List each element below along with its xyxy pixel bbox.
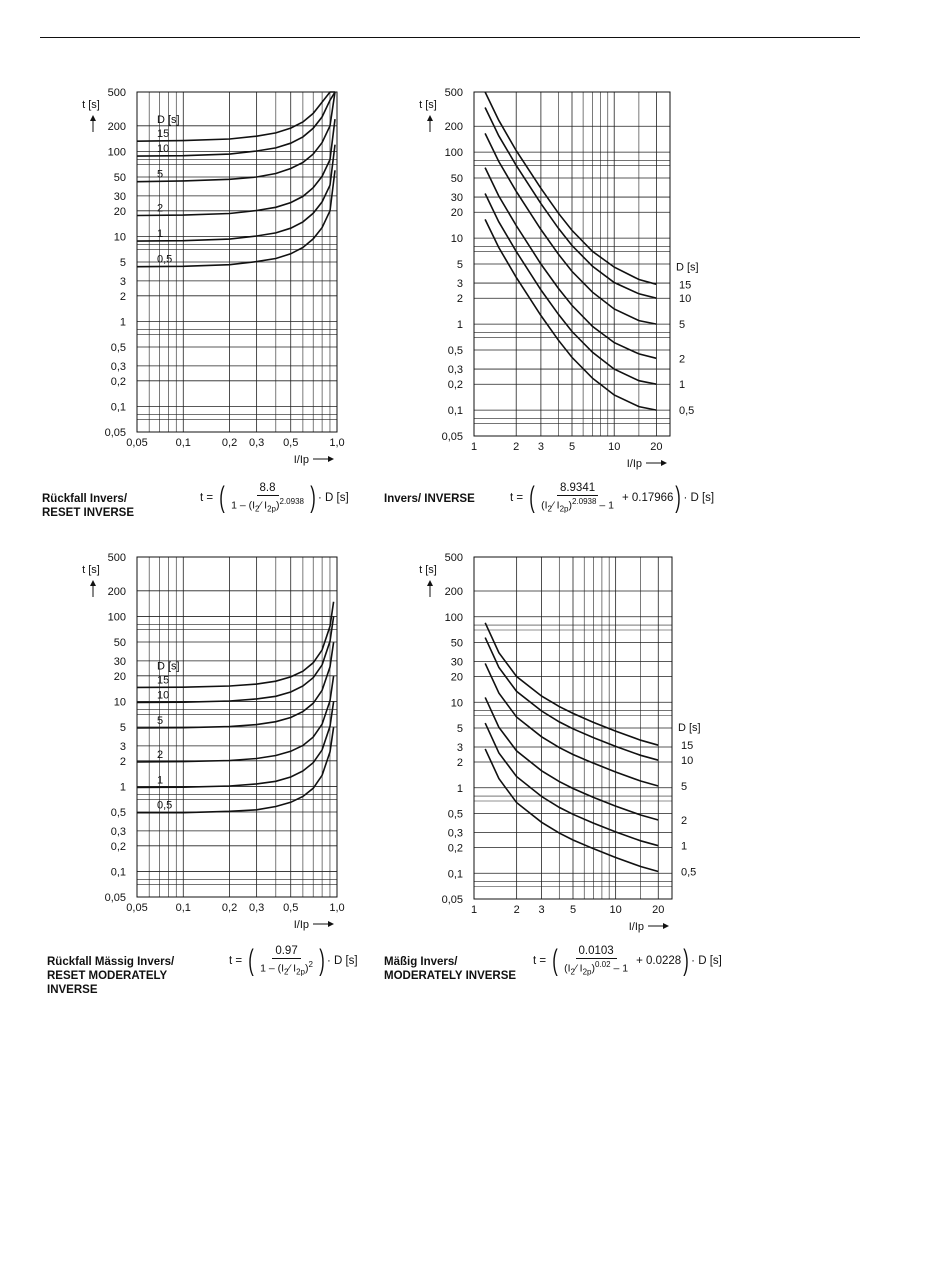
series-label: 5 bbox=[679, 319, 686, 332]
caption-line: INVERSE bbox=[47, 984, 98, 996]
den-sub: 2 bbox=[255, 504, 260, 514]
y-tick-label: 200 bbox=[444, 121, 463, 134]
series-label: 10 bbox=[157, 689, 170, 702]
series-label: 10 bbox=[681, 755, 694, 768]
y-tick-label: 50 bbox=[113, 172, 126, 184]
y-axis-label: t [s] bbox=[82, 99, 100, 111]
den-sub: 2p bbox=[296, 967, 305, 977]
x-tick-label: 0,2 bbox=[221, 437, 238, 449]
x-tick-label: 0,1 bbox=[175, 437, 191, 449]
y-tick-label: 5 bbox=[119, 257, 126, 269]
y-tick-label: 20 bbox=[450, 671, 463, 684]
formula-rhs: · D [s] bbox=[691, 955, 722, 967]
den-sub: 2p bbox=[559, 504, 569, 514]
formula-numerator: 8.8 bbox=[257, 482, 279, 496]
x-tick-label: 2 bbox=[513, 904, 520, 916]
x-tick-label: 0,2 bbox=[221, 902, 238, 914]
series-label: 2 bbox=[157, 202, 164, 215]
y-tick-label: 50 bbox=[450, 173, 463, 185]
x-tick-label: 3 bbox=[538, 904, 545, 916]
den-sub: 2 bbox=[570, 967, 575, 977]
y-axis-label: t [s] bbox=[419, 99, 437, 111]
series-line-5 bbox=[485, 663, 658, 786]
legend-title: D [s] bbox=[157, 114, 180, 127]
den-exponent: 2.0938 bbox=[279, 497, 304, 507]
y-tick-label: 0,2 bbox=[110, 375, 126, 388]
reset-moderately-inverse-caption bbox=[47, 955, 174, 997]
y-tick-label: 0,3 bbox=[110, 825, 126, 838]
legend-title: D [s] bbox=[678, 722, 701, 735]
series-label: 5 bbox=[157, 168, 164, 181]
y-tick-label: 0,2 bbox=[447, 842, 463, 855]
x-tick-label: 3 bbox=[537, 441, 544, 453]
formula-denominator bbox=[228, 496, 307, 514]
x-tick-label: 0,5 bbox=[283, 902, 299, 914]
legend-title: D [s] bbox=[157, 660, 180, 673]
x-tick-label: 0,05 bbox=[126, 437, 148, 449]
series-line-10 bbox=[485, 638, 658, 761]
series-label: 15 bbox=[681, 740, 694, 753]
right-paren: ) bbox=[319, 944, 325, 977]
y-tick-label: 20 bbox=[113, 670, 126, 683]
right-paren: ) bbox=[683, 944, 689, 977]
y-tick-label: 10 bbox=[113, 696, 126, 709]
formula-fraction bbox=[538, 482, 617, 514]
moderately-inverse-caption bbox=[384, 955, 516, 983]
series-label: 2 bbox=[157, 748, 164, 761]
x-tick-label: 10 bbox=[609, 904, 622, 916]
formula-numerator: 0.0103 bbox=[576, 945, 617, 959]
x-tick-label: 2 bbox=[513, 441, 520, 453]
y-tick-label: 2 bbox=[119, 290, 126, 303]
y-tick-label: 10 bbox=[450, 697, 463, 710]
caption-line: Rückfall Invers/ bbox=[42, 493, 128, 505]
series-label: 2 bbox=[681, 814, 688, 827]
y-tick-label: 30 bbox=[450, 192, 463, 205]
y-tick-label: 3 bbox=[456, 278, 463, 291]
y-tick-label: 0,2 bbox=[447, 379, 463, 392]
formula-addend: + 0.0228 bbox=[636, 955, 682, 967]
series-line-1 bbox=[485, 723, 658, 846]
formula-lhs: t = bbox=[229, 955, 243, 967]
x-tick-label: 0,3 bbox=[248, 902, 265, 914]
y-tick-label: 50 bbox=[450, 637, 463, 650]
x-tick-label: 1 bbox=[470, 904, 478, 916]
den-exponent: 2 bbox=[308, 960, 313, 970]
y-tick-label: 0,1 bbox=[447, 868, 463, 881]
series-label: 15 bbox=[157, 128, 170, 141]
left-paren: ( bbox=[219, 481, 225, 514]
y-tick-label: 1 bbox=[456, 782, 463, 795]
inverse-formula bbox=[510, 480, 714, 516]
left-paren: ( bbox=[248, 944, 254, 977]
y-tick-label: 50 bbox=[113, 637, 126, 649]
series-label: 15 bbox=[157, 674, 170, 687]
caption-line: RESET INVERSE bbox=[42, 507, 135, 519]
y-tick-label: 0,3 bbox=[110, 360, 126, 373]
den-part: ⁄ I bbox=[288, 962, 297, 975]
left-paren: ( bbox=[529, 481, 535, 514]
den-part: ) bbox=[591, 962, 595, 975]
x-axis-label: I/Ip bbox=[293, 454, 309, 466]
series-label: 1 bbox=[681, 840, 688, 853]
formula-denominator bbox=[257, 959, 316, 977]
formula-fraction bbox=[228, 482, 307, 514]
x-tick-label: 1,0 bbox=[329, 902, 345, 914]
reset-moderately-inverse-formula bbox=[229, 943, 358, 979]
y-tick-label: 0,5 bbox=[447, 345, 463, 357]
y-tick-label: 500 bbox=[107, 87, 126, 99]
x-tick-label: 0,1 bbox=[175, 902, 191, 914]
formula-rhs: · D [s] bbox=[326, 955, 358, 967]
y-tick-label: 500 bbox=[107, 552, 126, 564]
y-tick-label: 0,3 bbox=[447, 364, 463, 377]
y-tick-label: 0,05 bbox=[441, 894, 463, 906]
den-part: ) bbox=[568, 499, 572, 512]
y-tick-label: 10 bbox=[113, 231, 126, 244]
y-tick-label: 0,3 bbox=[447, 827, 463, 840]
y-tick-label: 2 bbox=[456, 757, 463, 770]
den-part: 1 – (I bbox=[260, 962, 285, 975]
den-part: ⁄ I bbox=[259, 499, 268, 512]
den-sub: 2 bbox=[547, 504, 552, 514]
y-tick-label: 200 bbox=[107, 585, 126, 598]
formula-rhs: · D [s] bbox=[317, 492, 349, 504]
right-paren: ) bbox=[675, 481, 682, 514]
x-tick-label: 10 bbox=[608, 441, 621, 453]
den-sub: 2p bbox=[582, 967, 592, 977]
series-label: 1 bbox=[157, 228, 164, 241]
y-tick-label: 2 bbox=[456, 293, 463, 306]
den-part: ) bbox=[305, 962, 309, 975]
formula-numerator: 8.9341 bbox=[557, 482, 598, 496]
y-tick-label: 0,1 bbox=[110, 866, 126, 879]
y-tick-label: 1 bbox=[119, 781, 126, 794]
y-tick-label: 5 bbox=[456, 259, 463, 271]
y-axis-arrowhead bbox=[427, 580, 433, 586]
y-tick-label: 0,05 bbox=[441, 431, 463, 443]
y-tick-label: 20 bbox=[450, 207, 463, 220]
series-line-0-5 bbox=[485, 749, 658, 872]
y-tick-label: 0,2 bbox=[110, 840, 126, 853]
y-tick-label: 5 bbox=[456, 723, 463, 735]
formula-denominator bbox=[561, 959, 631, 977]
y-axis-label: t [s] bbox=[82, 564, 100, 576]
y-tick-label: 1 bbox=[119, 316, 126, 329]
y-tick-label: 0,1 bbox=[110, 401, 126, 414]
series-label: 10 bbox=[679, 293, 692, 306]
formula-fraction bbox=[561, 945, 631, 977]
y-tick-label: 20 bbox=[113, 205, 126, 218]
series-label: 0,5 bbox=[681, 866, 697, 879]
x-axis-arrowhead bbox=[663, 923, 669, 929]
y-tick-label: 10 bbox=[450, 233, 463, 246]
den-part: 1 – (I bbox=[231, 499, 256, 512]
den-part: ⁄ I bbox=[574, 962, 583, 975]
y-tick-label: 100 bbox=[444, 147, 463, 160]
x-axis-label: I/Ip bbox=[626, 458, 642, 470]
y-tick-label: 0,05 bbox=[104, 892, 126, 904]
x-tick-label: 5 bbox=[569, 904, 577, 916]
y-tick-label: 0,5 bbox=[447, 808, 463, 821]
den-part: – 1 bbox=[596, 499, 614, 512]
y-tick-label: 500 bbox=[444, 552, 463, 564]
x-tick-label: 1 bbox=[470, 441, 478, 453]
den-exponent: 2.0938 bbox=[571, 497, 597, 507]
y-tick-label: 3 bbox=[119, 275, 126, 288]
series-label: 2 bbox=[679, 353, 686, 366]
y-tick-label: 30 bbox=[113, 655, 126, 668]
x-tick-label: 0,5 bbox=[283, 437, 299, 449]
den-part: ⁄ I bbox=[551, 499, 560, 512]
caption-line: Mäßig Invers/ bbox=[384, 956, 458, 968]
x-tick-label: 20 bbox=[650, 441, 663, 453]
series-label: 0,5 bbox=[679, 405, 695, 418]
series-label: 15 bbox=[679, 279, 692, 292]
series-label: 1 bbox=[157, 774, 164, 787]
x-axis-label: I/Ip bbox=[628, 921, 644, 933]
formula-denominator bbox=[538, 496, 617, 514]
reset-inverse-formula bbox=[200, 480, 349, 516]
right-paren: ) bbox=[310, 481, 316, 514]
y-tick-label: 100 bbox=[107, 146, 126, 159]
x-tick-label: 5 bbox=[568, 441, 576, 453]
moderately-inverse-formula bbox=[533, 943, 722, 979]
inverse-caption bbox=[384, 492, 475, 506]
caption-line: RESET MODERATELY bbox=[47, 970, 168, 982]
series-label: 1 bbox=[679, 379, 686, 392]
den-part: (I bbox=[564, 962, 571, 975]
formula-addend: + 0.17966 bbox=[621, 492, 674, 504]
formula-lhs: t = bbox=[533, 955, 547, 967]
y-tick-label: 30 bbox=[450, 656, 463, 669]
y-axis-label: t [s] bbox=[419, 564, 437, 576]
series-label: 10 bbox=[157, 143, 170, 156]
x-tick-label: 20 bbox=[652, 904, 665, 916]
x-tick-label: 0,05 bbox=[126, 902, 148, 914]
x-tick-label: 1,0 bbox=[329, 437, 345, 449]
formula-lhs: t = bbox=[200, 492, 214, 504]
series-label: 0,5 bbox=[157, 799, 173, 812]
y-tick-label: 500 bbox=[444, 87, 463, 99]
y-tick-label: 200 bbox=[107, 120, 126, 133]
den-part: (I bbox=[541, 499, 548, 512]
y-tick-label: 0,5 bbox=[110, 342, 126, 354]
caption-line: Invers/ INVERSE bbox=[384, 493, 475, 505]
den-sub: 2p bbox=[267, 504, 276, 514]
caption-line: MODERATELY INVERSE bbox=[384, 970, 517, 982]
y-tick-label: 100 bbox=[444, 611, 463, 624]
y-tick-label: 3 bbox=[456, 741, 463, 754]
y-tick-label: 0,5 bbox=[110, 807, 126, 819]
y-tick-label: 200 bbox=[444, 586, 463, 599]
y-tick-label: 1 bbox=[456, 319, 463, 332]
y-tick-label: 5 bbox=[119, 722, 126, 734]
y-tick-label: 0,05 bbox=[104, 427, 126, 439]
den-part: ) bbox=[276, 499, 280, 512]
den-part: – 1 bbox=[610, 962, 629, 975]
y-tick-label: 2 bbox=[119, 755, 126, 768]
y-tick-label: 30 bbox=[113, 190, 126, 203]
series-label: 5 bbox=[157, 715, 164, 728]
y-tick-label: 3 bbox=[119, 740, 126, 753]
x-axis-label: I/Ip bbox=[293, 919, 309, 931]
den-sub: 2 bbox=[284, 967, 289, 977]
y-tick-label: 100 bbox=[107, 611, 126, 624]
caption-line: Rückfall Mässig Invers/ bbox=[47, 956, 175, 968]
series-label: 0,5 bbox=[157, 253, 173, 266]
formula-rhs: · D [s] bbox=[683, 492, 715, 504]
formula-fraction bbox=[257, 945, 316, 977]
reset-inverse-caption bbox=[42, 492, 134, 520]
y-tick-label: 0,1 bbox=[447, 405, 463, 418]
left-paren: ( bbox=[552, 944, 558, 977]
series-label: 5 bbox=[681, 780, 688, 793]
formula-numerator: 0.97 bbox=[272, 945, 300, 959]
den-exponent: 0.02 bbox=[594, 960, 611, 970]
x-tick-label: 0,3 bbox=[248, 437, 265, 449]
legend-title: D [s] bbox=[676, 261, 699, 274]
formula-lhs: t = bbox=[510, 492, 524, 504]
